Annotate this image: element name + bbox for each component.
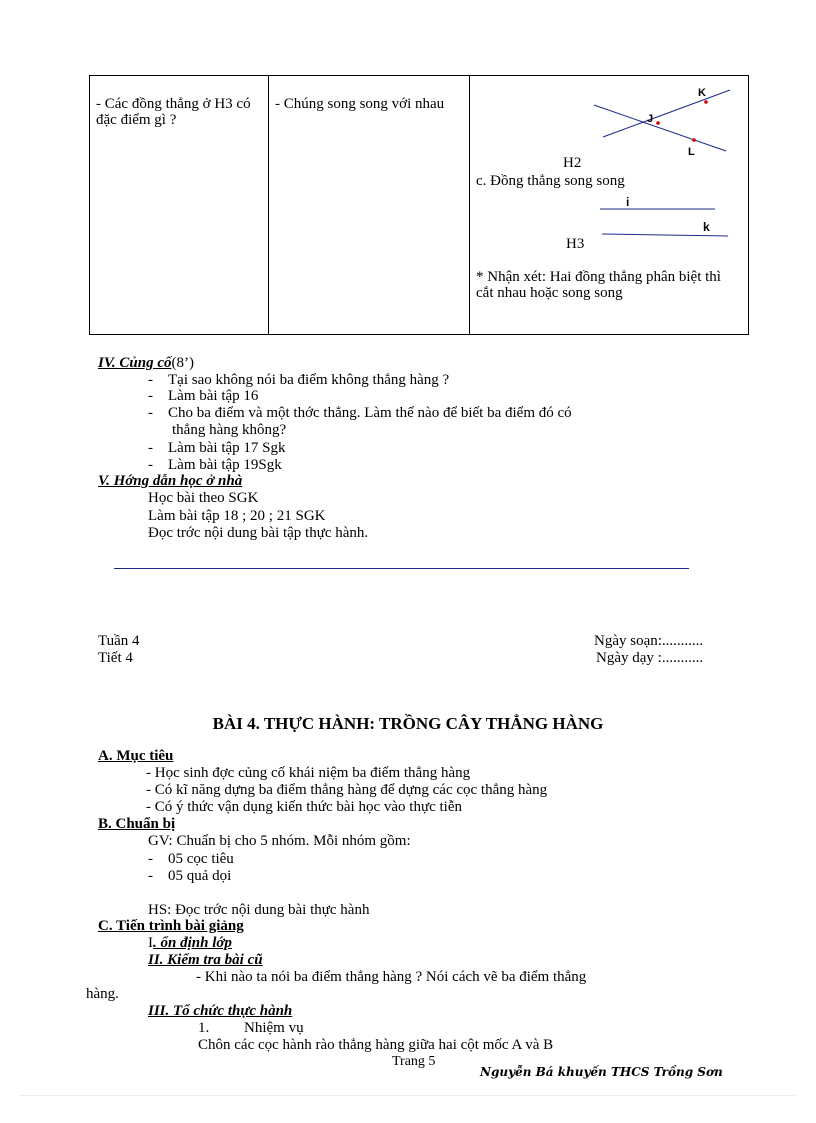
list-item: - 05 cọc tiêu [148,851,234,867]
question-line: - Khi nào ta nói ba điểm thẳng hàng ? Nói cách vẽ ba điểm thẳng [196,969,587,985]
period: Tiết 4 [98,650,133,666]
muctieu-line: - Học sinh đợc củng cố khái niệm ba điểm thẳng hàng [146,765,471,781]
question-line: hàng. [86,986,119,1002]
label-l: L [688,146,695,158]
parallel-heading: c. Đồng thẳng song song [476,173,625,189]
list-item-cont: thẳng hàng không? [172,422,287,438]
list-item: - Làm bài tập 16 [148,388,259,404]
list-item: - Cho ba điểm và một thớc thẳng. Làm thế nào để biết ba điểm đó có [148,405,572,421]
h2-line-2 [594,105,726,151]
figure-cell [470,76,749,335]
muctieu-line: - Có ý thức vận dụng kiến thức bài học vào thực tiễn [146,799,462,815]
label-k: K [698,87,706,99]
huongdan-line: Làm bài tập 18 ; 20 ; 21 SGK [148,508,326,524]
list-item: - Tại sao không nói ba điểm không thẳng hàng ? [148,372,450,388]
divider [114,568,689,569]
point-k [704,100,708,104]
page-bottom-border [20,1095,796,1096]
point-l [692,138,696,142]
gv-line: GV: Chuẩn bị cho 5 nhóm. Mỗi nhóm gồm: [148,833,411,849]
kiem-tra: II. Kiểm tra bài cũ [148,952,263,968]
lesson-title: BÀI 4. THỰC HÀNH: TRỒNG CÂY THẲNG HÀNG [212,714,604,733]
lesson-table [89,75,749,335]
label-i: i [626,195,630,209]
on-dinh: I. ổn định lớp [148,935,232,951]
muctieu-heading: A. Mục tiêu [98,748,174,764]
num: 1. [198,1020,210,1036]
nhiem-vu: Nhiệm vụ [244,1020,304,1036]
list-item: - Làm bài tập 17 Sgk [148,440,286,456]
muctieu-line: - Có kĩ năng dựng ba điểm thẳng hàng để dựng các cọc thẳng hàng [146,782,548,798]
h3-caption: H3 [566,236,585,252]
chuanbi-heading: B. Chuẩn bị [98,816,176,832]
huongdan-line: Học bài theo SGK [148,490,259,506]
page-number: Trang 5 [392,1054,436,1069]
list-item: - Làm bài tập 19Sgk [148,457,282,473]
task-line: Chôn các cọc hành rào thẳng hàng giữa hai cột mốc A và B [198,1037,554,1053]
remark: * Nhận xét: Hai đồng thẳng phân biệt thì cắt nhau hoặc song song [476,269,721,301]
question-cell: - Các đồng thẳng ở H3 có đặc điểm gì ? [90,76,269,335]
huongdan-line: Đọc trớc nội dung bài tập thực hành. [148,525,369,541]
h2-caption: H2 [563,155,582,171]
label-j: J [647,113,654,125]
h3-line-k [602,234,728,236]
cungco-heading: IV. Củng cố(8’) [98,355,195,371]
point-j [656,121,660,125]
hs-line: HS: Đọc trớc nội dung bài thực hành [148,902,370,918]
list-item: - 05 quả dọi [148,868,232,884]
huongdan-heading: V. Hớng dẫn học ở nhà [98,473,243,489]
prep-date: Ngày soạn:........... [594,633,704,649]
label-k-small: k [703,220,710,234]
answer-cell: - Chúng song song với nhau [269,76,470,335]
week: Tuần 4 [98,633,140,649]
signature: Nguyễn Bá khuyến THCS Trồng Sơn [480,1065,723,1079]
teach-date: Ngày dạy :........... [596,650,704,666]
tientrinh-heading: C. Tiến trình bài giảng [98,918,244,934]
to-chuc: III. Tổ chức thực hành [148,1003,293,1019]
